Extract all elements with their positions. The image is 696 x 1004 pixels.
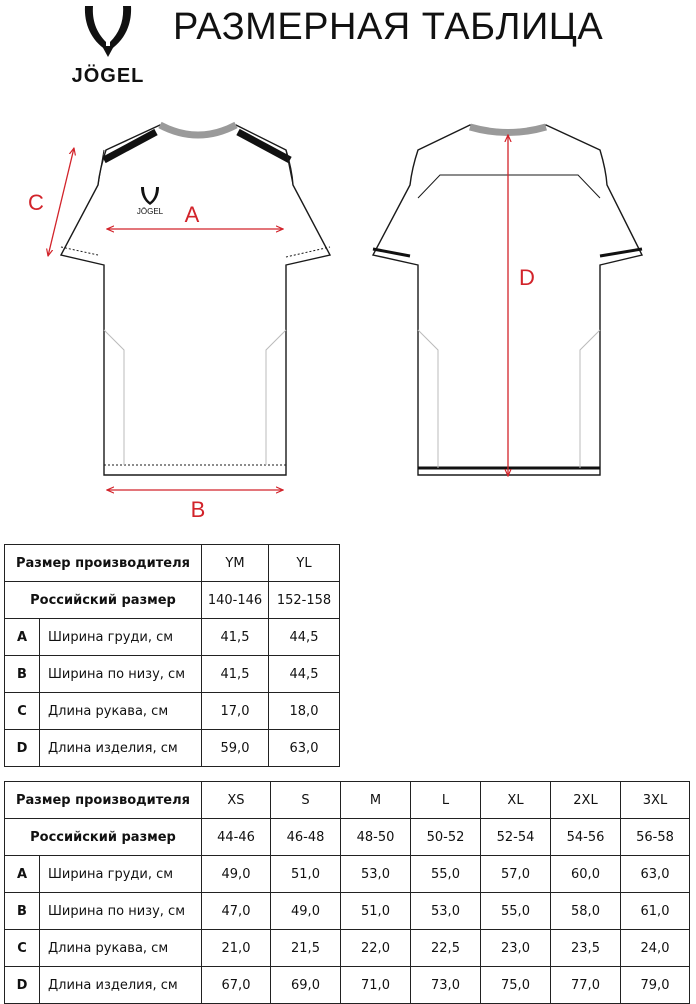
table-row: [5, 693, 340, 730]
size-cell: 2XL: [551, 782, 621, 819]
measure-label: Ширина груди, см: [40, 856, 202, 893]
russian-size-cell: 46-48: [271, 819, 341, 856]
value-cell: 22,5: [411, 930, 481, 967]
chest-logo-text: JÖGEL: [136, 207, 164, 216]
measure-label: Длина изделия, см: [40, 730, 202, 767]
size-cell: YM: [202, 545, 269, 582]
value-cell: 18,0: [269, 693, 340, 730]
table-row: [5, 656, 340, 693]
table-row: [5, 819, 690, 856]
russian-size-cell: 140-146: [202, 582, 269, 619]
table-row: [5, 967, 690, 1004]
size-cell: 3XL: [621, 782, 690, 819]
measure-label: Длина рукава, см: [40, 693, 202, 730]
russian-size-cell: 50-52: [411, 819, 481, 856]
size-cell: M: [341, 782, 411, 819]
value-cell: 41,5: [202, 619, 269, 656]
garment-diagram: [0, 100, 696, 530]
measure-label: Длина изделия, см: [40, 967, 202, 1004]
russian-size-cell: 48-50: [341, 819, 411, 856]
value-cell: 75,0: [481, 967, 551, 1004]
table-row: [5, 856, 690, 893]
value-cell: 49,0: [202, 856, 271, 893]
table-row: [5, 582, 340, 619]
value-cell: 63,0: [621, 856, 690, 893]
row-letter: A: [5, 856, 40, 893]
size-table-youth: [4, 544, 340, 767]
measure-b-label: B: [190, 497, 206, 522]
value-cell: 57,0: [481, 856, 551, 893]
table-row: [5, 782, 690, 819]
value-cell: 21,5: [271, 930, 341, 967]
measure-label: Ширина груди, см: [40, 619, 202, 656]
value-cell: 61,0: [621, 893, 690, 930]
table-row: [5, 893, 690, 930]
measure-label: Ширина по низу, см: [40, 893, 202, 930]
measure-a-label: A: [184, 202, 200, 227]
value-cell: 44,5: [269, 619, 340, 656]
value-cell: 23,0: [481, 930, 551, 967]
value-cell: 55,0: [481, 893, 551, 930]
brand-wordmark: JÖGEL: [71, 65, 145, 87]
table-row: [5, 545, 340, 582]
row-letter: C: [5, 693, 40, 730]
front-view: [61, 125, 330, 475]
russian-size-header: Российский размер: [5, 819, 202, 856]
value-cell: 44,5: [269, 656, 340, 693]
value-cell: 22,0: [341, 930, 411, 967]
row-letter: B: [5, 656, 40, 693]
size-cell: XL: [481, 782, 551, 819]
value-cell: 47,0: [202, 893, 271, 930]
brand-logo: [58, 2, 158, 90]
value-cell: 17,0: [202, 693, 269, 730]
value-cell: 59,0: [202, 730, 269, 767]
row-letter: D: [5, 967, 40, 1004]
value-cell: 73,0: [411, 967, 481, 1004]
value-cell: 23,5: [551, 930, 621, 967]
page-title: РАЗМЕРНАЯ ТАБЛИЦА: [173, 6, 604, 48]
brand-emblem-icon: [85, 6, 131, 57]
manufacturer-size-header: Размер производителя: [5, 782, 202, 819]
measure-d-label: D: [519, 265, 535, 290]
measure-label: Ширина по низу, см: [40, 656, 202, 693]
value-cell: 51,0: [341, 893, 411, 930]
size-cell: S: [271, 782, 341, 819]
value-cell: 58,0: [551, 893, 621, 930]
measure-c-label: C: [28, 190, 44, 215]
value-cell: 71,0: [341, 967, 411, 1004]
value-cell: 79,0: [621, 967, 690, 1004]
russian-size-cell: 52-54: [481, 819, 551, 856]
size-cell: L: [411, 782, 481, 819]
table-row: [5, 619, 340, 656]
size-cell: YL: [269, 545, 340, 582]
size-table-adult: [4, 781, 690, 1004]
value-cell: 77,0: [551, 967, 621, 1004]
russian-size-cell: 56-58: [621, 819, 690, 856]
table-row: [5, 930, 690, 967]
row-letter: D: [5, 730, 40, 767]
value-cell: 55,0: [411, 856, 481, 893]
value-cell: 69,0: [271, 967, 341, 1004]
measure-label: Длина рукава, см: [40, 930, 202, 967]
value-cell: 60,0: [551, 856, 621, 893]
size-cell: XS: [202, 782, 271, 819]
table-row: [5, 730, 340, 767]
value-cell: 41,5: [202, 656, 269, 693]
value-cell: 53,0: [341, 856, 411, 893]
value-cell: 53,0: [411, 893, 481, 930]
value-cell: 21,0: [202, 930, 271, 967]
value-cell: 63,0: [269, 730, 340, 767]
value-cell: 51,0: [271, 856, 341, 893]
row-letter: A: [5, 619, 40, 656]
russian-size-cell: 152-158: [269, 582, 340, 619]
row-letter: B: [5, 893, 40, 930]
value-cell: 49,0: [271, 893, 341, 930]
value-cell: 24,0: [621, 930, 690, 967]
russian-size-header: Российский размер: [5, 582, 202, 619]
row-letter: C: [5, 930, 40, 967]
manufacturer-size-header: Размер производителя: [5, 545, 202, 582]
russian-size-cell: 44-46: [202, 819, 271, 856]
value-cell: 67,0: [202, 967, 271, 1004]
russian-size-cell: 54-56: [551, 819, 621, 856]
